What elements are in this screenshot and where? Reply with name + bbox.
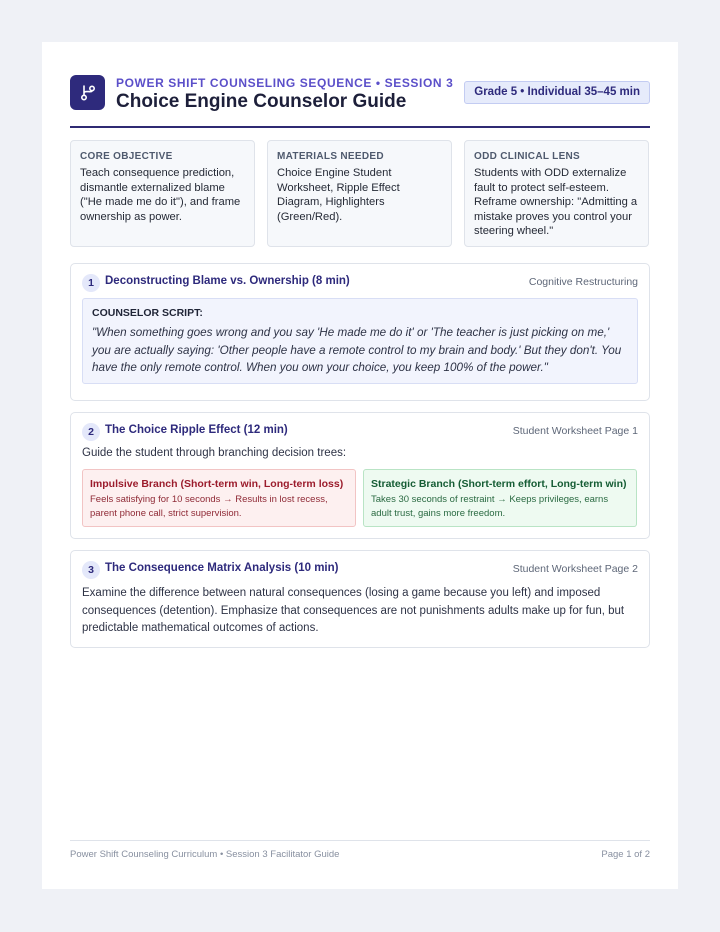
- section-tag: Student Worksheet Page 2: [512, 563, 638, 575]
- section-title: The Choice Ripple Effect (12 min): [105, 424, 288, 436]
- section-header: [82, 423, 638, 442]
- section-header: [82, 561, 638, 580]
- card-label: MATERIALS NEEDED: [277, 151, 384, 162]
- overview-cards: [70, 140, 650, 249]
- section-body: Examine the difference between natural consequences (losing a game because you left) and imposed consequences (detention). Emphasize that consequences are not punishments adults make up for fun, but predictable mathematical outcomes of actions.: [82, 587, 625, 634]
- branch-title: Impulsive Branch (Short-term win, Long-term loss): [90, 478, 344, 490]
- step-number: 1: [82, 274, 100, 292]
- section-header: [82, 274, 638, 293]
- section-blame-ownership: [70, 263, 650, 401]
- branch-text: Takes 30 seconds of restraint → Keeps privileges, earns adult trust, gains more freedom.: [371, 494, 609, 519]
- strategic-branch-box: [363, 469, 637, 527]
- branch-text: Feels satisfying for 10 seconds → Results in lost recess, parent phone call, strict supervision.: [90, 494, 328, 519]
- impulsive-branch-box: [82, 469, 356, 527]
- step-number: 3: [82, 561, 100, 579]
- footer-left-text: Power Shift Counseling Curriculum • Session 3 Facilitator Guide: [70, 849, 340, 860]
- page-footer: [70, 840, 650, 860]
- section-tag: Student Worksheet Page 1: [512, 425, 638, 437]
- section-intro: Guide the student through branching decision trees:: [82, 447, 347, 459]
- counselor-script-box: [82, 298, 638, 384]
- script-label: COUNSELOR SCRIPT:: [92, 307, 203, 319]
- core-objective-card: [70, 140, 255, 247]
- section-title: The Consequence Matrix Analysis (10 min): [105, 562, 339, 574]
- grade-badge: Grade 5 • Individual 35–45 min: [464, 81, 650, 104]
- card-text: Choice Engine Student Worksheet, Ripple Effect Diagram, Highlighters (Green/Red).: [277, 167, 400, 223]
- script-quote: "When something goes wrong and you say 'He made me do it' or 'The teacher is just picking on me,' you are actually saying: 'Other people have a remote control to my brain and body.' But they don't. You have the only remote control. When you own your choice, you keep 100% of the power.": [92, 326, 622, 374]
- section-title: Deconstructing Blame vs. Ownership (8 min): [105, 275, 350, 287]
- session-kicker: POWER SHIFT COUNSELING SEQUENCE • SESSION 3: [116, 76, 454, 90]
- clinical-lens-card: [464, 140, 649, 247]
- section-consequence-matrix: [70, 550, 650, 648]
- section-tag: Cognitive Restructuring: [528, 276, 638, 288]
- branch-title: Strategic Branch (Short-term effort, Long-term win): [371, 478, 627, 490]
- card-text: Teach consequence prediction, dismantle externalized blame ("He made me do it"), and frame ownership as power.: [80, 167, 241, 223]
- section-ripple-effect: [70, 412, 650, 539]
- step-number: 2: [82, 423, 100, 441]
- card-text: Students with ODD externalize fault to protect self-esteem. Reframe ownership: "Admitting a mistake proves you control your steering wheel.": [474, 167, 638, 238]
- page-number: Page 1 of 2: [601, 849, 650, 860]
- card-label: CORE OBJECTIVE: [80, 151, 173, 162]
- card-label: ODD CLINICAL LENS: [474, 151, 581, 162]
- document-page: [42, 42, 678, 889]
- materials-card: [267, 140, 452, 247]
- page-header: [70, 74, 650, 128]
- page-title: Choice Engine Counselor Guide: [116, 91, 407, 112]
- branch-icon: [70, 75, 105, 110]
